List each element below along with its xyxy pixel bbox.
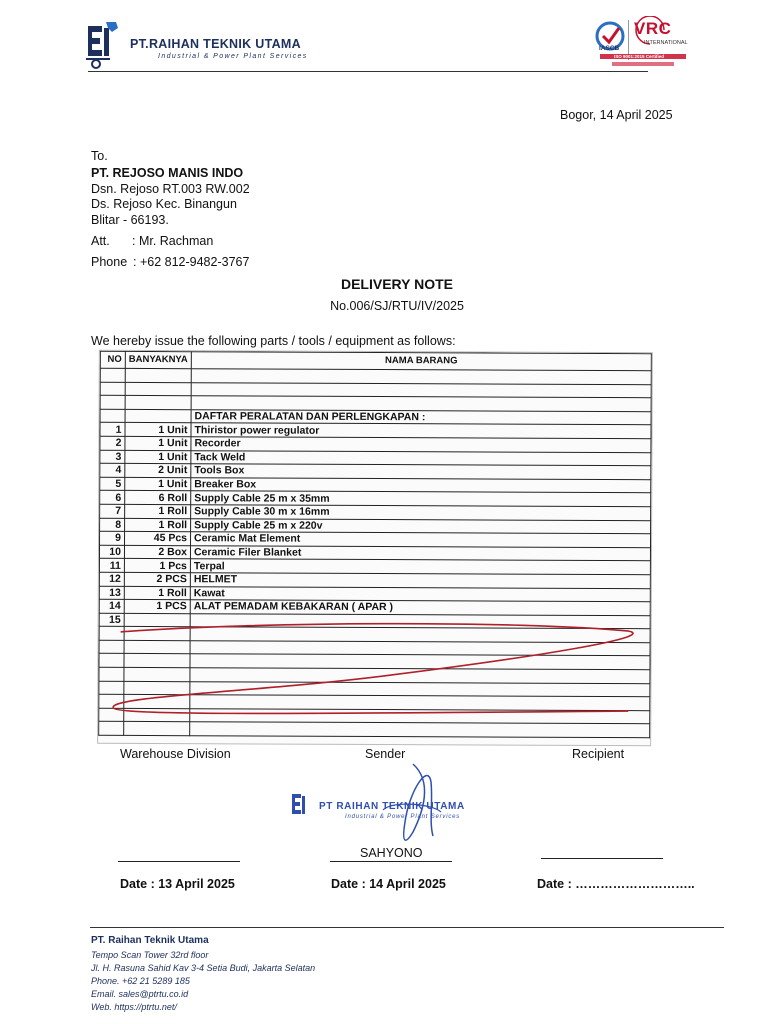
cell-item: Thiristor power regulator — [191, 423, 651, 439]
cell-qty: 2 Unit — [125, 464, 191, 478]
cert-badge-text: IASCB — [599, 45, 620, 52]
cell-no: 5 — [100, 477, 125, 491]
warehouse-label: Warehouse Division — [120, 747, 231, 761]
date-sender: Date : 14 April 2025 — [331, 877, 446, 891]
to-label: To. — [91, 149, 108, 163]
cell-no: 6 — [100, 491, 125, 505]
certification-logo — [592, 16, 692, 72]
cell-no: 10 — [99, 545, 124, 559]
recipient-address-1: Dsn. Rejoso RT.003 RW.002 — [91, 182, 250, 196]
cell-qty: 1 Unit — [125, 423, 191, 437]
footer-phone: Phone. +62 21 5289 185 — [91, 976, 190, 986]
recipient-address-2: Ds. Rejoso Kec. Binangun — [91, 197, 237, 211]
header-divider — [88, 71, 648, 72]
cert-sub-text: INTERNATIONAL — [644, 40, 688, 46]
cell-qty: 6 Roll — [125, 491, 191, 505]
cell-no: 13 — [99, 586, 124, 600]
cell-qty: 2 PCS — [124, 572, 190, 586]
col-no-header: NO — [100, 351, 125, 368]
cell-item: Kawat — [190, 586, 650, 602]
cell-qty: 2 Box — [124, 545, 190, 559]
footer-web[interactable]: Web. https://ptrtu.net/ — [91, 1002, 177, 1012]
cell-qty: 1 Roll — [125, 504, 191, 518]
phone-label: Phone — [91, 255, 128, 269]
cell-item: Supply Cable 25 m x 35mm — [191, 491, 651, 507]
cancellation-scribble — [98, 351, 652, 745]
cell-no: 7 — [100, 504, 125, 518]
cell-item: Breaker Box — [191, 477, 651, 493]
cell-no: 11 — [99, 559, 124, 573]
company-name: PT.RAIHAN TEKNIK UTAMA — [130, 37, 301, 51]
signature-line-warehouse — [118, 861, 240, 862]
signature-line-sender — [330, 861, 452, 862]
cell-no: 1 — [100, 423, 125, 437]
col-qty-header: BANYAKNYA — [125, 351, 191, 368]
cell-item: Tack Weld — [191, 450, 651, 466]
document-number: No.006/SJ/RTU/IV/2025 — [330, 299, 464, 313]
cell-qty: 1 Unit — [125, 436, 191, 450]
cell-no: 9 — [100, 531, 125, 545]
cell-no: 15 — [99, 613, 124, 627]
cell-item: HELMET — [190, 573, 650, 589]
cell-item: Tools Box — [191, 464, 651, 480]
sender-label: Sender — [365, 747, 406, 761]
col-item-header: NAMA BARANG — [191, 352, 651, 371]
company-tagline: Industrial & Power Plant Services — [158, 53, 308, 60]
cell-qty: 1 Unit — [125, 450, 191, 464]
cell-no: 12 — [99, 572, 124, 586]
sender-name: SAHYONO — [360, 846, 423, 860]
cell-item: Recorder — [191, 437, 651, 453]
document-title: DELIVERY NOTE — [340, 276, 454, 292]
cell-no: 8 — [100, 518, 125, 532]
cert-iso-text: ISO 9001:2015 Certified — [614, 54, 665, 59]
cell-item: Supply Cable 25 m x 220v — [191, 518, 651, 534]
intro-text: We hereby issue the following parts / tools / equipment as follows: — [91, 334, 456, 348]
stamp-tagline: Industrial & Power Plant Services — [345, 814, 461, 820]
date-recipient: Date : ……………………….. — [537, 877, 695, 891]
att-label: Att. — [91, 234, 110, 248]
cell-qty: 45 Pcs — [125, 532, 191, 546]
footer-address-2: Jl. H. Rasuna Sahid Kav 3-4 Setia Budi, Jakarta Selatan — [91, 963, 316, 973]
cell-item: Ceramic Filer Blanket — [190, 545, 650, 561]
cert-brand-text: VRC — [634, 19, 672, 38]
cell-qty: 1 Unit — [125, 477, 191, 491]
cell-no: 14 — [99, 599, 124, 613]
cell-item: Supply Cable 30 m x 16mm — [191, 505, 651, 521]
att-value: : Mr. Rachman — [132, 234, 214, 248]
cell-qty: 1 Pcs — [124, 559, 190, 573]
cell-qty: 1 Roll — [124, 586, 190, 600]
section-title-cell: DAFTAR PERALATAN DAN PERLENGKAPAN : — [191, 409, 651, 425]
recipient-label: Recipient — [572, 747, 625, 761]
footer-email[interactable]: Email. sales@ptrtu.co.id — [91, 989, 189, 999]
recipient-address-3: Blitar - 66193. — [91, 213, 169, 227]
cell-no: 3 — [100, 450, 125, 464]
cell-no: 2 — [100, 436, 125, 450]
place-date: Bogor, 14 April 2025 — [560, 108, 673, 122]
cell-qty: 1 Roll — [125, 518, 191, 532]
recipient-company: PT. REJOSO MANIS INDO — [91, 166, 244, 180]
cell-item: Ceramic Mat Element — [191, 532, 651, 548]
footer-company: PT. Raihan Teknik Utama — [91, 935, 209, 946]
cell-item: Terpal — [190, 559, 650, 575]
cell-item: ALAT PEMADAM KEBAKARAN ( APAR ) — [190, 600, 650, 616]
footer-address-1: Tempo Scan Tower 32rd floor — [91, 950, 209, 960]
cell-no: 4 — [100, 463, 125, 477]
footer-divider — [90, 927, 724, 928]
signature-line-recipient — [541, 858, 663, 859]
items-table-scan — [97, 350, 653, 746]
company-logo — [82, 18, 122, 70]
date-warehouse: Date : 13 April 2025 — [120, 877, 235, 891]
stamp-company-name: PT RAIHAN TEKNIK UTAMA — [319, 801, 465, 812]
phone-value: : +62 812-9482-3767 — [133, 255, 250, 269]
cell-qty: 1 PCS — [124, 600, 190, 614]
